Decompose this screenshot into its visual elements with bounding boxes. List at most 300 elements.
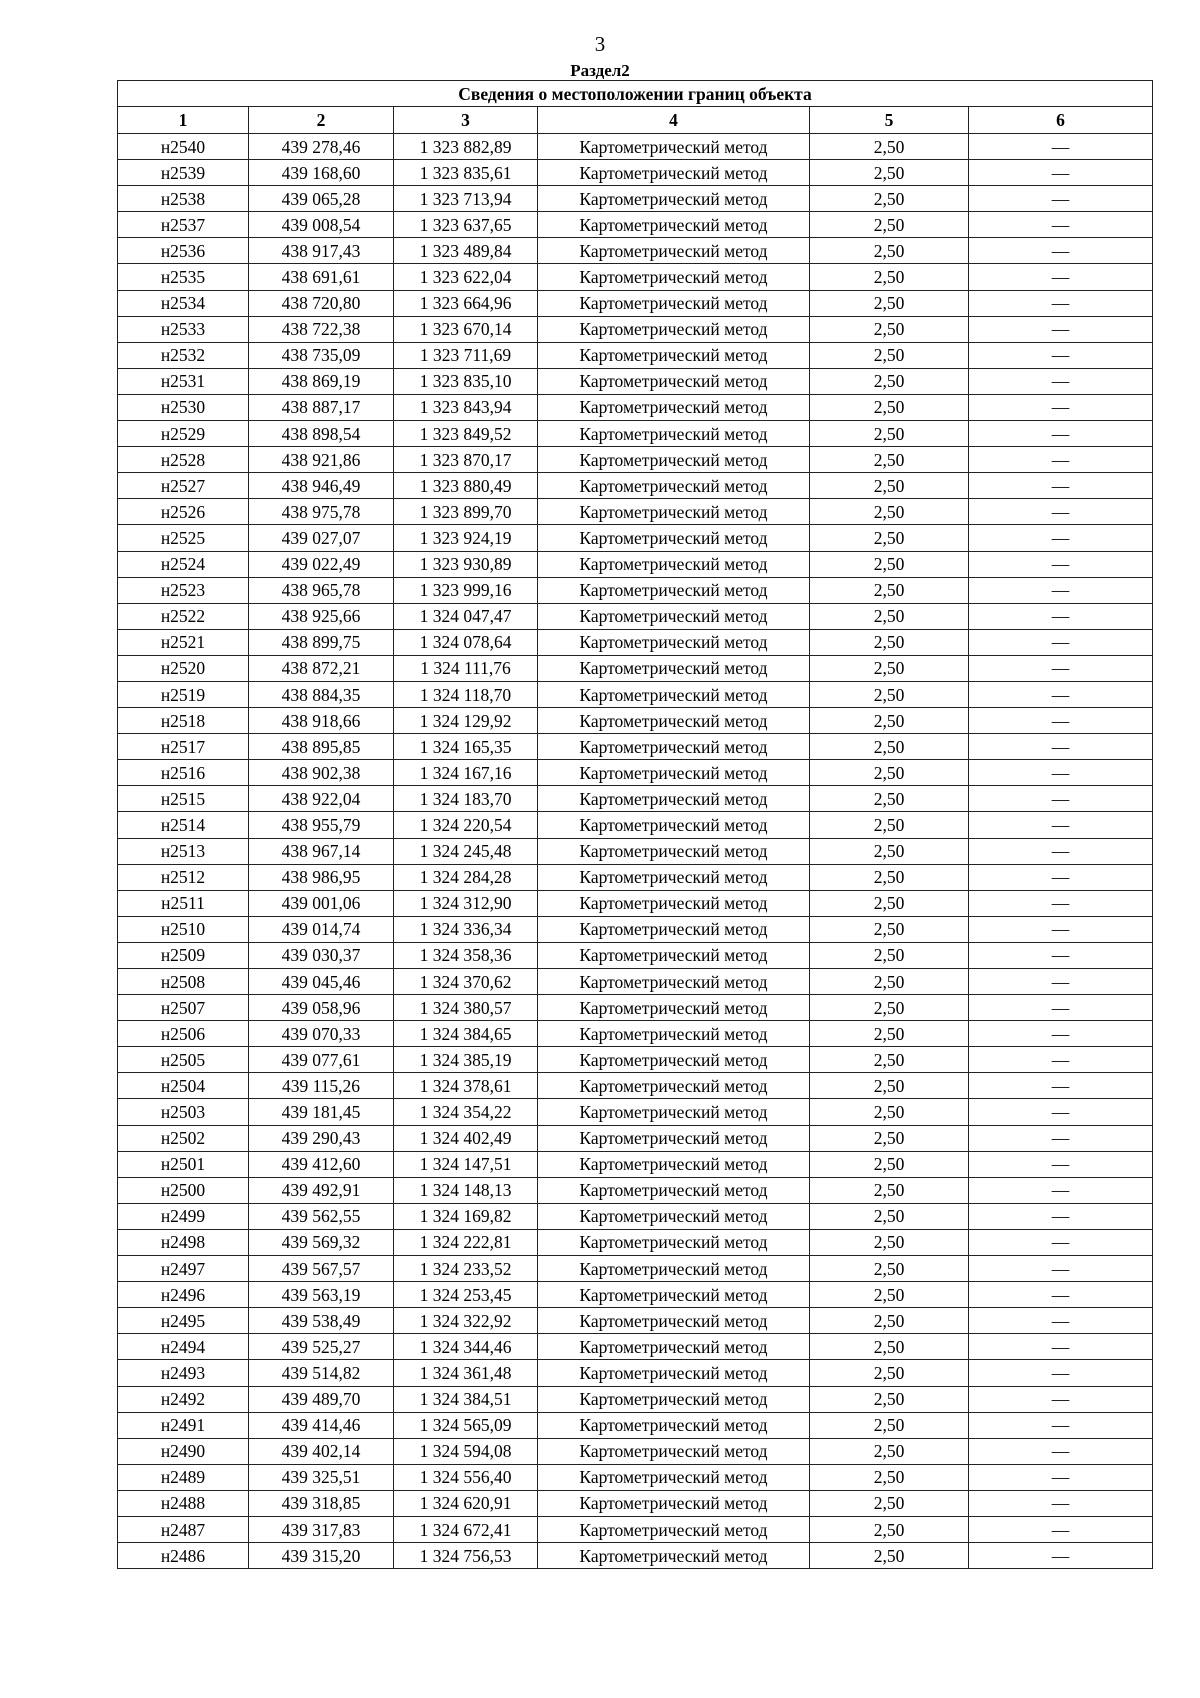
accuracy-cell: 2,50 xyxy=(810,1334,969,1360)
table-row xyxy=(118,212,1153,238)
coord-x-cell: 439 181,45 xyxy=(249,1099,394,1125)
method-cell: Картометрический метод xyxy=(538,1464,810,1490)
point-name-cell: н2495 xyxy=(118,1308,249,1334)
description-cell: — xyxy=(969,525,1153,551)
point-name-cell: н2529 xyxy=(118,421,249,447)
point-name-cell: н2496 xyxy=(118,1282,249,1308)
coord-y-cell: 1 324 620,91 xyxy=(394,1490,538,1516)
point-name-cell: н2531 xyxy=(118,368,249,394)
description-cell: — xyxy=(969,734,1153,760)
accuracy-cell: 2,50 xyxy=(810,447,969,473)
point-name-cell: н2526 xyxy=(118,499,249,525)
table-row xyxy=(118,681,1153,707)
accuracy-cell: 2,50 xyxy=(810,969,969,995)
accuracy-cell: 2,50 xyxy=(810,1073,969,1099)
accuracy-cell: 2,50 xyxy=(810,786,969,812)
table-row xyxy=(118,916,1153,942)
method-cell: Картометрический метод xyxy=(538,1334,810,1360)
point-name-cell: н2520 xyxy=(118,655,249,681)
table-row xyxy=(118,812,1153,838)
coord-x-cell: 439 525,27 xyxy=(249,1334,394,1360)
table-caption: Сведения о местоположении границ объекта xyxy=(118,81,1153,107)
coord-x-cell: 439 514,82 xyxy=(249,1360,394,1386)
coord-x-cell: 438 975,78 xyxy=(249,499,394,525)
coord-x-cell: 438 918,66 xyxy=(249,708,394,734)
point-name-cell: н2537 xyxy=(118,212,249,238)
coord-y-cell: 1 323 882,89 xyxy=(394,134,538,160)
coord-x-cell: 439 412,60 xyxy=(249,1151,394,1177)
accuracy-cell: 2,50 xyxy=(810,342,969,368)
coord-y-cell: 1 323 843,94 xyxy=(394,394,538,420)
accuracy-cell: 2,50 xyxy=(810,838,969,864)
description-cell: — xyxy=(969,1412,1153,1438)
accuracy-cell: 2,50 xyxy=(810,1021,969,1047)
method-cell: Картометрический метод xyxy=(538,160,810,186)
accuracy-cell: 2,50 xyxy=(810,1438,969,1464)
coord-y-cell: 1 323 711,69 xyxy=(394,342,538,368)
coord-y-cell: 1 324 358,36 xyxy=(394,942,538,968)
description-cell: — xyxy=(969,342,1153,368)
point-name-cell: н2489 xyxy=(118,1464,249,1490)
method-cell: Картометрический метод xyxy=(538,421,810,447)
table-caption-row xyxy=(118,81,1153,107)
method-cell: Картометрический метод xyxy=(538,525,810,551)
description-cell: — xyxy=(969,812,1153,838)
table-row xyxy=(118,603,1153,629)
point-name-cell: н2490 xyxy=(118,1438,249,1464)
method-cell: Картометрический метод xyxy=(538,447,810,473)
description-cell: — xyxy=(969,160,1153,186)
accuracy-cell: 2,50 xyxy=(810,1099,969,1125)
coord-y-cell: 1 324 284,28 xyxy=(394,864,538,890)
method-cell: Картометрический метод xyxy=(538,655,810,681)
table-row xyxy=(118,890,1153,916)
point-name-cell: н2487 xyxy=(118,1516,249,1542)
column-header: 5 xyxy=(810,107,969,134)
table-row xyxy=(118,499,1153,525)
point-name-cell: н2501 xyxy=(118,1151,249,1177)
table-row xyxy=(118,995,1153,1021)
point-name-cell: н2502 xyxy=(118,1125,249,1151)
method-cell: Картометрический метод xyxy=(538,1282,810,1308)
coord-x-cell: 439 045,46 xyxy=(249,969,394,995)
column-header: 1 xyxy=(118,107,249,134)
table-row xyxy=(118,238,1153,264)
coord-x-cell: 438 895,85 xyxy=(249,734,394,760)
table-row xyxy=(118,1073,1153,1099)
point-name-cell: н2498 xyxy=(118,1229,249,1255)
column-header: 3 xyxy=(394,107,538,134)
point-name-cell: н2517 xyxy=(118,734,249,760)
table-row xyxy=(118,655,1153,681)
coord-y-cell: 1 324 169,82 xyxy=(394,1203,538,1229)
point-name-cell: н2536 xyxy=(118,238,249,264)
coord-y-cell: 1 323 713,94 xyxy=(394,186,538,212)
method-cell: Картометрический метод xyxy=(538,473,810,499)
point-name-cell: н2530 xyxy=(118,394,249,420)
coord-x-cell: 438 691,61 xyxy=(249,264,394,290)
description-cell: — xyxy=(969,1438,1153,1464)
accuracy-cell: 2,50 xyxy=(810,264,969,290)
accuracy-cell: 2,50 xyxy=(810,1203,969,1229)
method-cell: Картометрический метод xyxy=(538,238,810,264)
method-cell: Картометрический метод xyxy=(538,551,810,577)
table-row xyxy=(118,134,1153,160)
coord-x-cell: 439 562,55 xyxy=(249,1203,394,1229)
coord-x-cell: 439 058,96 xyxy=(249,995,394,1021)
table-row xyxy=(118,1177,1153,1203)
coord-y-cell: 1 323 930,89 xyxy=(394,551,538,577)
point-name-cell: н2507 xyxy=(118,995,249,1021)
point-name-cell: н2488 xyxy=(118,1490,249,1516)
accuracy-cell: 2,50 xyxy=(810,525,969,551)
coord-y-cell: 1 324 672,41 xyxy=(394,1516,538,1542)
coord-y-cell: 1 324 385,19 xyxy=(394,1047,538,1073)
accuracy-cell: 2,50 xyxy=(810,1047,969,1073)
point-name-cell: н2508 xyxy=(118,969,249,995)
column-header: 6 xyxy=(969,107,1153,134)
coord-y-cell: 1 324 361,48 xyxy=(394,1360,538,1386)
method-cell: Картометрический метод xyxy=(538,1490,810,1516)
coord-y-cell: 1 324 233,52 xyxy=(394,1256,538,1282)
accuracy-cell: 2,50 xyxy=(810,1490,969,1516)
method-cell: Картометрический метод xyxy=(538,1543,810,1569)
coord-x-cell: 439 563,19 xyxy=(249,1282,394,1308)
table-body xyxy=(118,134,1153,1569)
description-cell: — xyxy=(969,1386,1153,1412)
coord-x-cell: 439 168,60 xyxy=(249,160,394,186)
accuracy-cell: 2,50 xyxy=(810,394,969,420)
description-cell: — xyxy=(969,1099,1153,1125)
point-name-cell: н2518 xyxy=(118,708,249,734)
accuracy-cell: 2,50 xyxy=(810,499,969,525)
description-cell: — xyxy=(969,655,1153,681)
description-cell: — xyxy=(969,212,1153,238)
coord-x-cell: 438 967,14 xyxy=(249,838,394,864)
description-cell: — xyxy=(969,1073,1153,1099)
coord-y-cell: 1 324 384,51 xyxy=(394,1386,538,1412)
table-row xyxy=(118,421,1153,447)
table-row xyxy=(118,1308,1153,1334)
coord-y-cell: 1 324 078,64 xyxy=(394,629,538,655)
coord-y-cell: 1 323 489,84 xyxy=(394,238,538,264)
table-row xyxy=(118,734,1153,760)
method-cell: Картометрический метод xyxy=(538,264,810,290)
coord-y-cell: 1 324 370,62 xyxy=(394,969,538,995)
method-cell: Картометрический метод xyxy=(538,1412,810,1438)
method-cell: Картометрический метод xyxy=(538,1099,810,1125)
description-cell: — xyxy=(969,708,1153,734)
column-header: 2 xyxy=(249,107,394,134)
method-cell: Картометрический метод xyxy=(538,1125,810,1151)
description-cell: — xyxy=(969,1282,1153,1308)
coord-y-cell: 1 323 870,17 xyxy=(394,447,538,473)
table-row xyxy=(118,1438,1153,1464)
description-cell: — xyxy=(969,421,1153,447)
method-cell: Картометрический метод xyxy=(538,1386,810,1412)
description-cell: — xyxy=(969,864,1153,890)
method-cell: Картометрический метод xyxy=(538,134,810,160)
point-name-cell: н2523 xyxy=(118,577,249,603)
table-row xyxy=(118,1334,1153,1360)
table-row xyxy=(118,1386,1153,1412)
accuracy-cell: 2,50 xyxy=(810,238,969,264)
table-row xyxy=(118,1099,1153,1125)
accuracy-cell: 2,50 xyxy=(810,681,969,707)
coord-y-cell: 1 324 384,65 xyxy=(394,1021,538,1047)
accuracy-cell: 2,50 xyxy=(810,1282,969,1308)
coord-x-cell: 439 077,61 xyxy=(249,1047,394,1073)
description-cell: — xyxy=(969,1543,1153,1569)
coord-x-cell: 438 899,75 xyxy=(249,629,394,655)
accuracy-cell: 2,50 xyxy=(810,864,969,890)
table-row xyxy=(118,1360,1153,1386)
coord-x-cell: 439 414,46 xyxy=(249,1412,394,1438)
coord-y-cell: 1 323 899,70 xyxy=(394,499,538,525)
coord-y-cell: 1 324 354,22 xyxy=(394,1099,538,1125)
table-row xyxy=(118,447,1153,473)
coord-x-cell: 439 489,70 xyxy=(249,1386,394,1412)
table-row xyxy=(118,368,1153,394)
coord-x-cell: 438 902,38 xyxy=(249,760,394,786)
method-cell: Картометрический метод xyxy=(538,681,810,707)
accuracy-cell: 2,50 xyxy=(810,1386,969,1412)
point-name-cell: н2504 xyxy=(118,1073,249,1099)
point-name-cell: н2533 xyxy=(118,316,249,342)
description-cell: — xyxy=(969,1177,1153,1203)
method-cell: Картометрический метод xyxy=(538,995,810,1021)
coord-y-cell: 1 324 183,70 xyxy=(394,786,538,812)
coord-y-cell: 1 324 336,34 xyxy=(394,916,538,942)
coord-x-cell: 438 720,80 xyxy=(249,290,394,316)
accuracy-cell: 2,50 xyxy=(810,1151,969,1177)
table-row xyxy=(118,1543,1153,1569)
accuracy-cell: 2,50 xyxy=(810,760,969,786)
coord-y-cell: 1 324 165,35 xyxy=(394,734,538,760)
table-row xyxy=(118,786,1153,812)
description-cell: — xyxy=(969,1151,1153,1177)
point-name-cell: н2538 xyxy=(118,186,249,212)
method-cell: Картометрический метод xyxy=(538,1360,810,1386)
method-cell: Картометрический метод xyxy=(538,1073,810,1099)
coord-x-cell: 439 317,83 xyxy=(249,1516,394,1542)
table-row xyxy=(118,864,1153,890)
coord-y-cell: 1 324 344,46 xyxy=(394,1334,538,1360)
point-name-cell: н2515 xyxy=(118,786,249,812)
accuracy-cell: 2,50 xyxy=(810,160,969,186)
coord-x-cell: 439 569,32 xyxy=(249,1229,394,1255)
table-row xyxy=(118,290,1153,316)
coord-y-cell: 1 324 220,54 xyxy=(394,812,538,838)
point-name-cell: н2492 xyxy=(118,1386,249,1412)
coord-y-cell: 1 324 402,49 xyxy=(394,1125,538,1151)
accuracy-cell: 2,50 xyxy=(810,629,969,655)
point-name-cell: н2486 xyxy=(118,1543,249,1569)
method-cell: Картометрический метод xyxy=(538,1438,810,1464)
coord-y-cell: 1 323 924,19 xyxy=(394,525,538,551)
coord-x-cell: 439 538,49 xyxy=(249,1308,394,1334)
accuracy-cell: 2,50 xyxy=(810,1229,969,1255)
description-cell: — xyxy=(969,290,1153,316)
coord-x-cell: 438 884,35 xyxy=(249,681,394,707)
page-number: 3 xyxy=(594,32,606,56)
description-cell: — xyxy=(969,551,1153,577)
description-cell: — xyxy=(969,1021,1153,1047)
point-name-cell: н2535 xyxy=(118,264,249,290)
accuracy-cell: 2,50 xyxy=(810,473,969,499)
description-cell: — xyxy=(969,760,1153,786)
coord-x-cell: 439 022,49 xyxy=(249,551,394,577)
coord-y-cell: 1 323 835,61 xyxy=(394,160,538,186)
point-name-cell: н2499 xyxy=(118,1203,249,1229)
coord-x-cell: 438 898,54 xyxy=(249,421,394,447)
table-row xyxy=(118,1490,1153,1516)
table-row xyxy=(118,186,1153,212)
point-name-cell: н2500 xyxy=(118,1177,249,1203)
coord-y-cell: 1 324 167,16 xyxy=(394,760,538,786)
method-cell: Картометрический метод xyxy=(538,890,810,916)
description-cell: — xyxy=(969,1047,1153,1073)
table-row xyxy=(118,394,1153,420)
point-name-cell: н2497 xyxy=(118,1256,249,1282)
table-row xyxy=(118,551,1153,577)
description-cell: — xyxy=(969,238,1153,264)
table-row xyxy=(118,838,1153,864)
table-row xyxy=(118,629,1153,655)
table-row xyxy=(118,1021,1153,1047)
table-row xyxy=(118,1256,1153,1282)
accuracy-cell: 2,50 xyxy=(810,1464,969,1490)
description-cell: — xyxy=(969,1125,1153,1151)
method-cell: Картометрический метод xyxy=(538,1516,810,1542)
table-row xyxy=(118,1464,1153,1490)
point-name-cell: н2505 xyxy=(118,1047,249,1073)
coord-y-cell: 1 324 594,08 xyxy=(394,1438,538,1464)
coord-x-cell: 438 722,38 xyxy=(249,316,394,342)
method-cell: Картометрический метод xyxy=(538,342,810,368)
coord-x-cell: 438 986,95 xyxy=(249,864,394,890)
method-cell: Картометрический метод xyxy=(538,916,810,942)
point-name-cell: н2519 xyxy=(118,681,249,707)
coord-y-cell: 1 324 565,09 xyxy=(394,1412,538,1438)
method-cell: Картометрический метод xyxy=(538,499,810,525)
description-cell: — xyxy=(969,1360,1153,1386)
coord-x-cell: 439 070,33 xyxy=(249,1021,394,1047)
method-cell: Картометрический метод xyxy=(538,1308,810,1334)
method-cell: Картометрический метод xyxy=(538,1047,810,1073)
point-name-cell: н2539 xyxy=(118,160,249,186)
method-cell: Картометрический метод xyxy=(538,734,810,760)
coord-y-cell: 1 324 147,51 xyxy=(394,1151,538,1177)
coord-x-cell: 439 027,07 xyxy=(249,525,394,551)
description-cell: — xyxy=(969,499,1153,525)
method-cell: Картометрический метод xyxy=(538,290,810,316)
method-cell: Картометрический метод xyxy=(538,1177,810,1203)
description-cell: — xyxy=(969,916,1153,942)
coord-y-cell: 1 324 756,53 xyxy=(394,1543,538,1569)
accuracy-cell: 2,50 xyxy=(810,1516,969,1542)
point-name-cell: н2509 xyxy=(118,942,249,968)
coord-x-cell: 438 735,09 xyxy=(249,342,394,368)
accuracy-cell: 2,50 xyxy=(810,734,969,760)
point-name-cell: н2493 xyxy=(118,1360,249,1386)
method-cell: Картометрический метод xyxy=(538,629,810,655)
coord-x-cell: 439 290,43 xyxy=(249,1125,394,1151)
description-cell: — xyxy=(969,969,1153,995)
accuracy-cell: 2,50 xyxy=(810,577,969,603)
accuracy-cell: 2,50 xyxy=(810,212,969,238)
description-cell: — xyxy=(969,786,1153,812)
method-cell: Картометрический метод xyxy=(538,969,810,995)
description-cell: — xyxy=(969,681,1153,707)
coord-x-cell: 439 315,20 xyxy=(249,1543,394,1569)
accuracy-cell: 2,50 xyxy=(810,551,969,577)
coord-y-cell: 1 323 622,04 xyxy=(394,264,538,290)
table-row xyxy=(118,316,1153,342)
accuracy-cell: 2,50 xyxy=(810,186,969,212)
method-cell: Картометрический метод xyxy=(538,1203,810,1229)
coord-x-cell: 438 887,17 xyxy=(249,394,394,420)
table-row xyxy=(118,342,1153,368)
coord-y-cell: 1 324 378,61 xyxy=(394,1073,538,1099)
description-cell: — xyxy=(969,577,1153,603)
coord-y-cell: 1 324 222,81 xyxy=(394,1229,538,1255)
coord-y-cell: 1 324 253,45 xyxy=(394,1282,538,1308)
coord-x-cell: 439 492,91 xyxy=(249,1177,394,1203)
coord-x-cell: 439 567,57 xyxy=(249,1256,394,1282)
point-name-cell: н2532 xyxy=(118,342,249,368)
point-name-cell: н2522 xyxy=(118,603,249,629)
description-cell: — xyxy=(969,368,1153,394)
coord-y-cell: 1 324 148,13 xyxy=(394,1177,538,1203)
accuracy-cell: 2,50 xyxy=(810,1125,969,1151)
accuracy-cell: 2,50 xyxy=(810,655,969,681)
description-cell: — xyxy=(969,134,1153,160)
coord-x-cell: 438 955,79 xyxy=(249,812,394,838)
point-name-cell: н2491 xyxy=(118,1412,249,1438)
table-row xyxy=(118,1516,1153,1542)
point-name-cell: н2506 xyxy=(118,1021,249,1047)
method-cell: Картометрический метод xyxy=(538,577,810,603)
point-name-cell: н2494 xyxy=(118,1334,249,1360)
description-cell: — xyxy=(969,838,1153,864)
description-cell: — xyxy=(969,942,1153,968)
description-cell: — xyxy=(969,890,1153,916)
description-cell: — xyxy=(969,603,1153,629)
coord-y-cell: 1 324 111,76 xyxy=(394,655,538,681)
accuracy-cell: 2,50 xyxy=(810,1412,969,1438)
description-cell: — xyxy=(969,473,1153,499)
description-cell: — xyxy=(969,264,1153,290)
accuracy-cell: 2,50 xyxy=(810,942,969,968)
point-name-cell: н2512 xyxy=(118,864,249,890)
table-row xyxy=(118,577,1153,603)
coord-y-cell: 1 324 118,70 xyxy=(394,681,538,707)
coord-y-cell: 1 323 999,16 xyxy=(394,577,538,603)
accuracy-cell: 2,50 xyxy=(810,708,969,734)
accuracy-cell: 2,50 xyxy=(810,1308,969,1334)
table-row xyxy=(118,525,1153,551)
table-row xyxy=(118,1151,1153,1177)
description-cell: — xyxy=(969,1229,1153,1255)
method-cell: Картометрический метод xyxy=(538,186,810,212)
point-name-cell: н2510 xyxy=(118,916,249,942)
boundary-coordinates-table xyxy=(117,80,1153,1569)
coord-x-cell: 438 946,49 xyxy=(249,473,394,499)
table-row xyxy=(118,160,1153,186)
point-name-cell: н2525 xyxy=(118,525,249,551)
point-name-cell: н2513 xyxy=(118,838,249,864)
